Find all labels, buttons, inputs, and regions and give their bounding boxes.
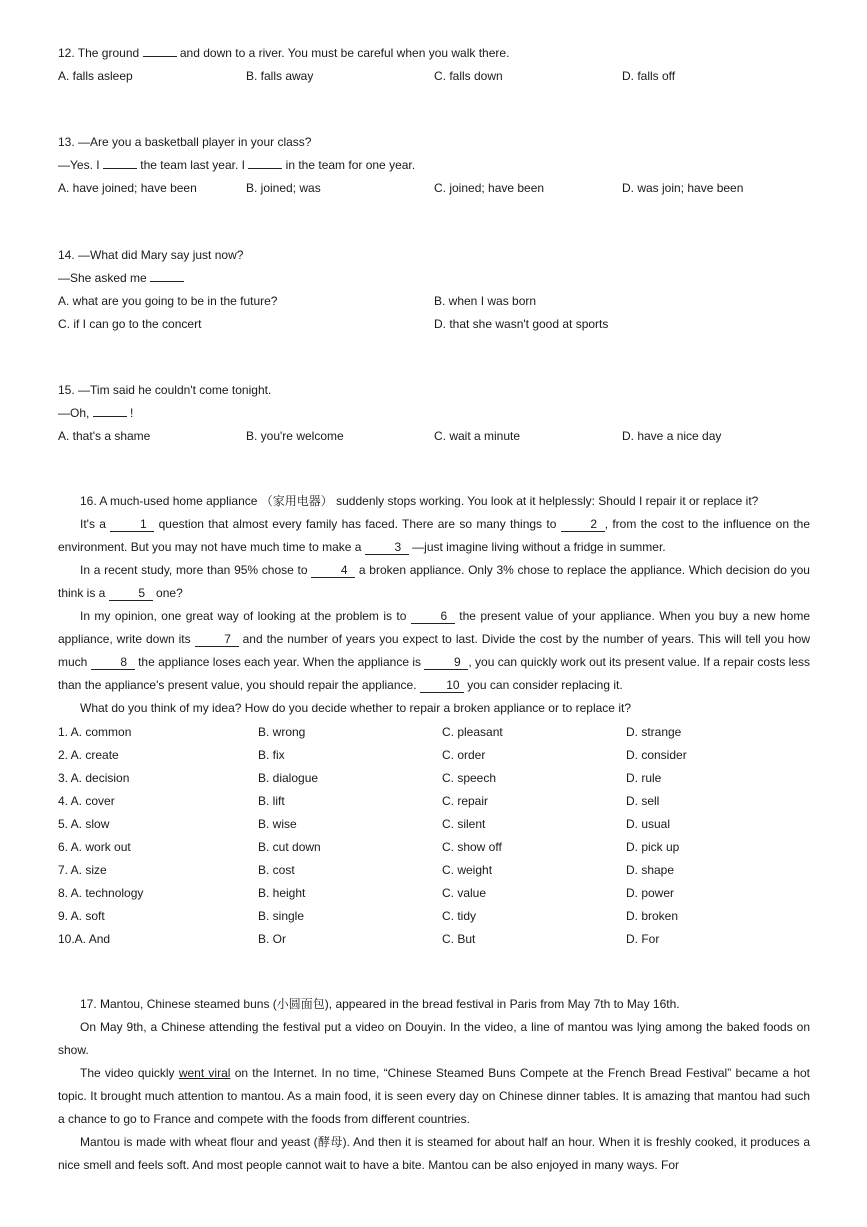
q16-row-7-c: C. weight bbox=[442, 863, 493, 877]
q16-row-4-d: D. sell bbox=[626, 794, 660, 808]
answer-blank bbox=[93, 405, 127, 417]
q16-row-8-b: B. height bbox=[258, 886, 306, 900]
q16-row-3-b: B. dialogue bbox=[258, 771, 319, 785]
underlined-phrase: went viral bbox=[178, 1066, 231, 1080]
numbered-blank-7: 7 bbox=[195, 633, 239, 647]
q16-row-10-b: B. Or bbox=[258, 932, 287, 946]
q16-row-5-c: C. silent bbox=[442, 817, 486, 831]
q16-row-7-a: 7. A. size bbox=[58, 863, 107, 877]
q16-row-1-a: 1. A. common bbox=[58, 725, 132, 739]
q16-row-9-b: B. single bbox=[258, 909, 305, 923]
numbered-blank-8: 8 bbox=[91, 656, 135, 670]
q16-row-8-d: D. power bbox=[626, 886, 675, 900]
q16-row-10-a: 10.A. And bbox=[58, 932, 111, 946]
q16-row-9-c: C. tidy bbox=[442, 909, 477, 923]
q16-row-1-d: D. strange bbox=[626, 725, 682, 739]
q15-option-d: D. have a nice day bbox=[622, 429, 722, 443]
numbered-blank-3: 3 bbox=[365, 541, 409, 555]
q13-option-d: D. was join; have been bbox=[622, 181, 744, 195]
q15-option-b: B. you're welcome bbox=[246, 429, 344, 443]
q17-paragraph-3: The video quickly went viral on the Internet. In no time, “Chinese Steamed Buns Compete at the French Bread Festival” became a hot topic. It brought much attention to mantou. As a main food, it is seen every day on Chinese dinner tables. It is amazing that mantou had such a chance to go to France and compete with the foods from different countries. bbox=[58, 1066, 810, 1126]
q12-option-d: D. falls off bbox=[622, 69, 676, 83]
q16-row-8-c: C. value bbox=[442, 886, 487, 900]
q12-stem: 12. The ground and down to a river. You must be careful when you walk there. bbox=[58, 46, 510, 60]
numbered-blank-5: 5 bbox=[109, 587, 153, 601]
q16-row-9-a: 9. A. soft bbox=[58, 909, 105, 923]
q17-paragraph-2: On May 9th, a Chinese attending the festival put a video on Douyin. In the video, a line of mantou was lying among the baked foods on show. bbox=[58, 1020, 810, 1057]
q16-intro: 16. A much-used home appliance （家用电器） suddenly stops working. You look at it helplessly: Should I repair it or replace it? bbox=[80, 494, 759, 508]
q17-paragraph-4: Mantou is made with wheat flour and yeast (酵母). And then it is steamed for about half an hour. When it is freshly cooked, it produces a nice smell and feels soft. And most people cannot wait to have a bite. Mantou can be also enjoyed in many ways. For bbox=[58, 1135, 810, 1172]
q16-row-4-b: B. lift bbox=[258, 794, 285, 808]
q16-paragraph-3: In my opinion, one great way of looking at the problem is to 6 the present value of your appliance. When you buy a new home appliance, write down its 7 and the number of years you expect to last. Divide the cost by the number of years. This will tell you how much 8 the appliance loses each year. When the appliance is 9 , you can quickly work out its present value. If a repair costs less than the appliance's present value, you should repair the appliance. 10 you can consider replacing it. bbox=[58, 609, 811, 692]
q12-option-a: A. falls asleep bbox=[58, 69, 133, 83]
q15-option-c: C. wait a minute bbox=[434, 429, 521, 443]
q16-row-7-d: D. shape bbox=[626, 863, 675, 877]
q15-option-a: A. that's a shame bbox=[58, 429, 151, 443]
q13-option-b: B. joined; was bbox=[246, 181, 321, 195]
q13-option-c: C. joined; have been bbox=[434, 181, 545, 195]
numbered-blank-4: 4 bbox=[311, 564, 355, 578]
q16-row-5-d: D. usual bbox=[626, 817, 671, 831]
q16-row-4-a: 4. A. cover bbox=[58, 794, 115, 808]
q16-row-10-c: C. But bbox=[442, 932, 476, 946]
q14-option-a: A. what are you going to be in the future? bbox=[58, 294, 278, 308]
q16-row-3-c: C. speech bbox=[442, 771, 497, 785]
q14-line2: —She asked me bbox=[58, 270, 184, 286]
answer-blank bbox=[248, 157, 282, 169]
q14-option-c: C. if I can go to the concert bbox=[58, 317, 202, 331]
numbered-blank-9: 9 bbox=[424, 656, 468, 670]
q14-option-d: D. that she wasn't good at sports bbox=[434, 317, 609, 331]
q15-line2: —Oh, ! bbox=[58, 406, 134, 420]
numbered-blank-1: 1 bbox=[110, 518, 154, 532]
q16-row-4-c: C. repair bbox=[442, 794, 489, 808]
answer-blank bbox=[103, 157, 137, 169]
q16-row-2-b: B. fix bbox=[258, 748, 285, 762]
q16-row-3-a: 3. A. decision bbox=[58, 771, 130, 785]
q13-line1: 13. —Are you a basketball player in your class? bbox=[58, 135, 312, 149]
q13-line2: —Yes. I the team last year. I in the team for one year. bbox=[58, 158, 416, 172]
q16-row-8-a: 8. A. technology bbox=[58, 886, 144, 900]
numbered-blank-6: 6 bbox=[411, 610, 455, 624]
answer-blank bbox=[150, 270, 184, 282]
q16-row-5-a: 5. A. slow bbox=[58, 817, 110, 831]
q16-row-2-c: C. order bbox=[442, 748, 486, 762]
q16-row-2-a: 2. A. create bbox=[58, 748, 119, 762]
q17-paragraph-1: 17. Mantou, Chinese steamed buns (小圆面包), appeared in the bread festival in Paris from May 7th to May 16th. bbox=[80, 997, 680, 1011]
q16-row-5-b: B. wise bbox=[258, 817, 297, 831]
q12-option-b: B. falls away bbox=[246, 69, 314, 83]
q16-row-6-b: B. cut down bbox=[258, 840, 321, 854]
q16-row-1-c: C. pleasant bbox=[442, 725, 503, 739]
q14-line1: 14. —What did Mary say just now? bbox=[58, 248, 244, 262]
q16-row-6-c: C. show off bbox=[442, 840, 502, 854]
q14-option-b: B. when I was born bbox=[434, 294, 537, 308]
q15-line1: 15. —Tim said he couldn't come tonight. bbox=[58, 383, 272, 397]
q16-row-10-d: D. For bbox=[626, 932, 660, 946]
q16-row-3-d: D. rule bbox=[626, 771, 662, 785]
q16-row-2-d: D. consider bbox=[626, 748, 687, 762]
q16-row-9-d: D. broken bbox=[626, 909, 679, 923]
q16-paragraph-2: In a recent study, more than 95% chose to 4 a broken appliance. Only 3% chose to replace the appliance. Which decision do you think is a 5 one? bbox=[58, 563, 810, 600]
q16-row-6-d: D. pick up bbox=[626, 840, 680, 854]
numbered-blank-10: 10 bbox=[420, 679, 464, 693]
q12-option-c: C. falls down bbox=[434, 69, 503, 83]
numbered-blank-2: 2 bbox=[561, 518, 605, 532]
q16-row-1-b: B. wrong bbox=[258, 725, 306, 739]
q13-option-a: A. have joined; have been bbox=[58, 181, 197, 195]
q16-row-6-a: 6. A. work out bbox=[58, 840, 131, 854]
answer-blank bbox=[143, 45, 177, 57]
q16-paragraph-1: It's a 1 question that almost every family has faced. There are so many things to 2 , from the cost to the influence on the environment. But you may not have much time to make a 3 —just imagine living without a fridge in summer. bbox=[58, 517, 811, 554]
q16-row-7-b: B. cost bbox=[258, 863, 295, 877]
q16-paragraph-4: What do you think of my idea? How do you decide whether to repair a broken appliance or to replace it? bbox=[80, 701, 631, 715]
